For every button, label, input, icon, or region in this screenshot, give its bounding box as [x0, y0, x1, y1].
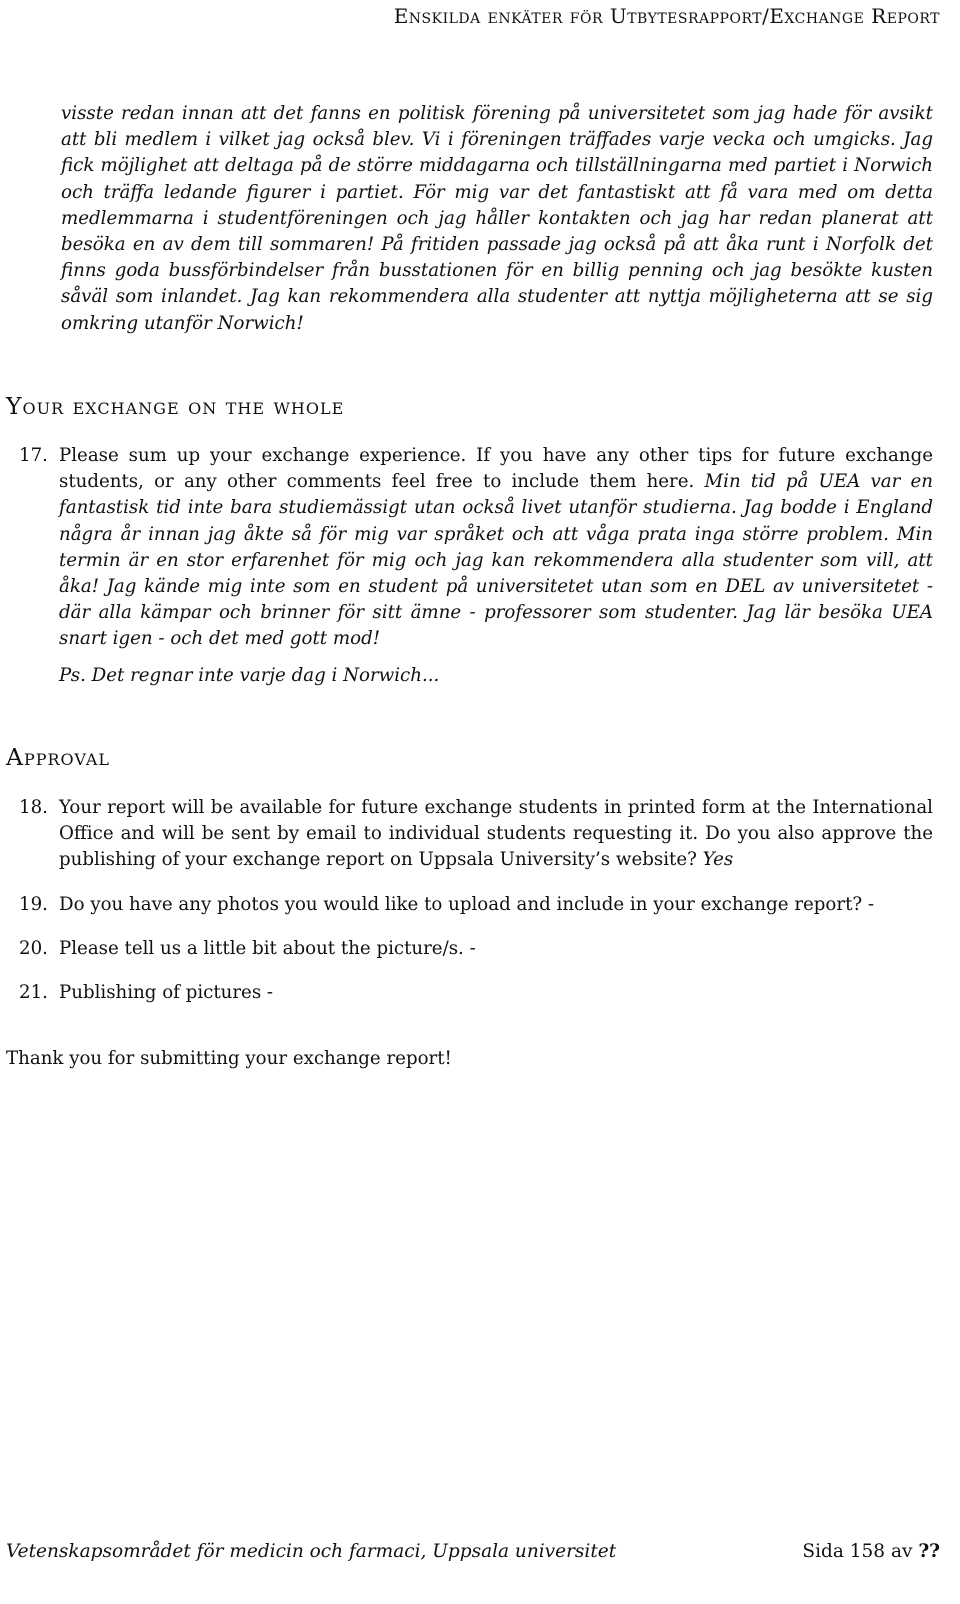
- running-header: Enskilda enkäter för Utbytesrapport/Exchange Report: [393, 4, 940, 28]
- page-label: Sida 158 av: [802, 1541, 913, 1562]
- question-text: Please sum up your exchange experience. If you have any other tips for future exchange students, or any other comments feel free to include them here.: [59, 445, 933, 493]
- answer-text: Min tid på UEA var en fantastisk tid inte bara studiemässigt utan också livet utanför studierna. Jag bodde i England några år innan jag åkte så för mig var språket och att våga prata inga större problem. Min termin är en stor erfarenhet för mig och jag kan rekommendera alla studenter som vill, att åka! Jag kände mig inte som en student på universitetet utan som en DEL av universitetet - där alla kämpar och brinner för sitt ämne - professorer som studenter. Jag lär besöka UEA snart igen - och det med gott mod!: [59, 471, 933, 650]
- question-20: [19, 936, 933, 962]
- page-total: ??: [918, 1541, 940, 1562]
- question-number: 17.: [19, 445, 48, 466]
- question-21: [19, 980, 933, 1006]
- question-text: Do you have any photos you would like to upload and include in your exchange report? -: [59, 894, 875, 915]
- answer-text: Yes: [702, 849, 734, 871]
- footer-page-number: [802, 1541, 940, 1562]
- question-number: 19.: [19, 894, 48, 915]
- question-19: [19, 892, 933, 918]
- answer-postscript: Ps. Det regnar inte varje dag i Norwich...: [59, 664, 440, 686]
- question-17: [19, 443, 933, 689]
- question-body: [59, 443, 933, 653]
- question-body: [59, 795, 933, 874]
- section-heading-exchange-whole: Your exchange on the whole: [6, 392, 345, 420]
- continuation-paragraph: visste redan innan att det fanns en politisk förening på universitetet som jag hade för avsikt att bli medlem i vilket jag också blev. Vi i föreningen träffades varje vecka och umgicks. Jag fick möjlighet att deltaga på de större middagarna och tillställningarna med partiet i Norwich och träffa ledande figurer i partiet. För mig var det fantastiskt att få vara med om detta medlemmarna i studentföreningen och jag håller kontakten och jag har redan planerat att besöka en av dem till sommaren! På fritiden passade jag också på att åka runt i Norfolk det finns goda bussförbindelser från busstationen för en billig penning och jag besökte kusten såväl som inlandet. Jag kan rekommendera alla studenter att nyttja möjligheterna att se sig omkring utanför Norwich!: [61, 103, 933, 334]
- question-text: Publishing of pictures -: [59, 982, 274, 1003]
- question-18: [19, 795, 933, 874]
- section-heading-approval: Approval: [6, 743, 111, 771]
- question-number: 18.: [19, 797, 48, 818]
- question-text: Please tell us a little bit about the picture/s. -: [59, 938, 476, 959]
- footer-institution: Vetenskapsområdet för medicin och farmaci, Uppsala universitet: [6, 1541, 617, 1562]
- question-number: 20.: [19, 938, 48, 959]
- question-text: Your report will be available for future exchange students in printed form at the International Office and will be sent by email to individual students requesting it. Do you also approve the publishing of your exchange report on Uppsala University’s website?: [59, 797, 933, 871]
- question-number: 21.: [19, 982, 48, 1003]
- closing-thanks: Thank you for submitting your exchange report!: [6, 1048, 452, 1069]
